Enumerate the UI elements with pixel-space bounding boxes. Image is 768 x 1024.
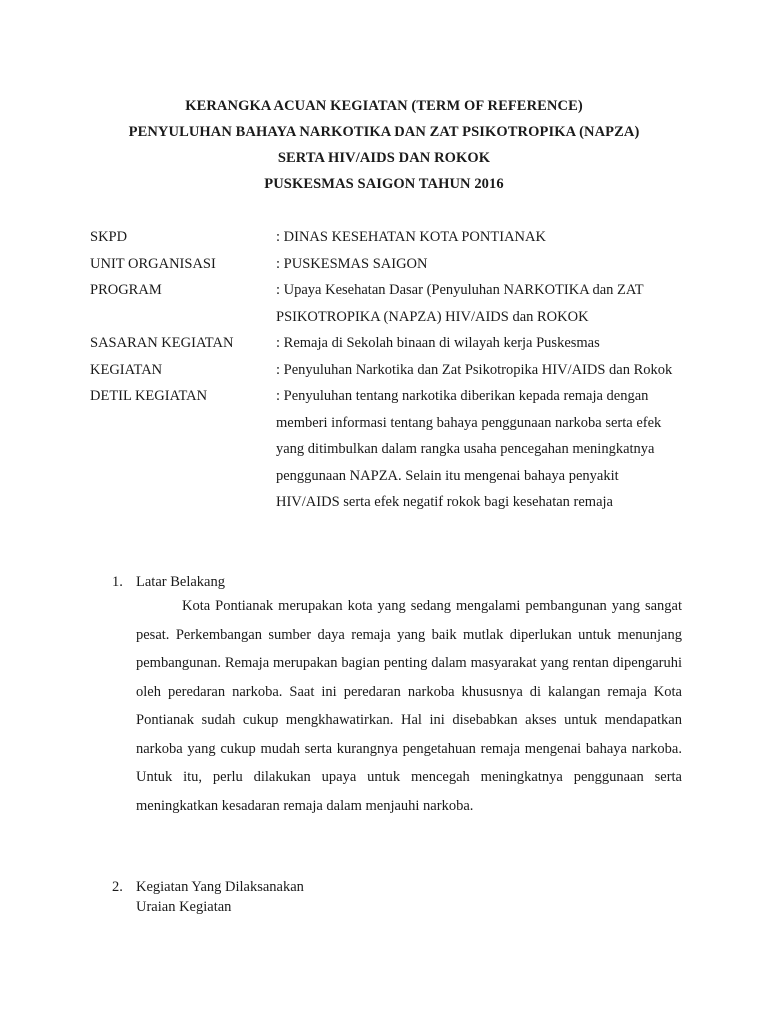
meta-label: SASARAN KEGIATAN xyxy=(90,335,234,351)
section-title: Kegiatan Yang Dilaksanakan xyxy=(136,879,304,895)
meta-value: : Penyuluhan tentang narkotika diberikan kepada remaja dengan memberi informasi tentang bahaya penggunaan narkoba serta efek yang ditimbulkan dalam rangka usaha pencegahan meningkatnya penggunaan NAPZA. Selain itu mengenai bahaya penyakit HIV/AIDS serta efek negatif rokok bagi kesehatan remaja xyxy=(276,388,662,510)
meta-value: : PUSKESMAS SAIGON xyxy=(276,255,428,272)
meta-row-skpd xyxy=(90,224,710,251)
meta-value: : Penyuluhan Narkotika dan Zat Psikotropika HIV/AIDS dan Rokok xyxy=(276,361,673,378)
meta-row-kegiatan xyxy=(90,357,710,384)
section-heading xyxy=(112,572,682,592)
meta-row-sasaran-kegiatan xyxy=(90,330,710,357)
section-kegiatan-yang-dilaksanakan xyxy=(112,877,682,917)
section-number: 2. xyxy=(112,879,123,895)
meta-value: : Upaya Kesehatan Dasar (Penyuluhan NARKOTIKA dan ZAT PSIKOTROPIKA (NAPZA) HIV/AIDS dan ROKOK xyxy=(276,282,644,325)
section-paragraph: Kota Pontianak merupakan kota yang sedang mengalami pembangunan yang sangat pesat. Perkembangan sumber daya remaja yang baik mutlak diperlukan untuk menunjang pembangunan. Remaja merupakan bagian penting dalam masyarakat yang rentan dipengaruhi oleh peredaran narkoba. Saat ini peredaran narkoba khususnya di kalangan remaja Kota Pontianak sudah cukup mengkhawatirkan. Hal ini disebabkan akses untuk mendapatkan narkoba yang cukup mudah serta kurangnya pengetahuan remaja mengenai bahaya narkoba. Untuk itu, perlu dilakukan upaya untuk mencegah meningkatnya penggunaan serta meningkatkan kesadaran remaja dalam menjauhi narkoba. xyxy=(136,598,682,814)
section-heading xyxy=(112,877,682,897)
meta-row-unit-organisasi xyxy=(90,251,710,278)
section-title: Latar Belakang xyxy=(136,574,225,590)
meta-value: : DINAS KESEHATAN KOTA PONTIANAK xyxy=(276,229,546,245)
meta-row-detil-kegiatan xyxy=(90,383,710,516)
meta-label: SKPD xyxy=(90,229,128,245)
title-line-3: SERTA HIV/AIDS DAN ROKOK xyxy=(277,150,491,166)
meta-row-program xyxy=(90,277,710,330)
meta-label: DETIL KEGIATAN xyxy=(90,388,208,404)
title-line-4: PUSKESMAS SAIGON TAHUN 2016 xyxy=(264,176,504,192)
title-line-2: PENYULUHAN BAHAYA NARKOTIKA DAN ZAT PSIKOTROPIKA (NAPZA) xyxy=(128,124,640,140)
title-line-1: KERANGKA ACUAN KEGIATAN (TERM OF REFERENCE) xyxy=(185,98,583,114)
metadata-table xyxy=(90,224,710,516)
section-latar-belakang xyxy=(112,572,682,820)
section-subheading: Uraian Kegiatan xyxy=(136,899,232,915)
meta-label: KEGIATAN xyxy=(90,361,163,378)
meta-value: : Remaja di Sekolah binaan di wilayah kerja Puskesmas xyxy=(276,335,600,351)
document-title xyxy=(0,93,768,197)
meta-label: UNIT ORGANISASI xyxy=(90,255,216,272)
meta-label: PROGRAM xyxy=(90,282,162,298)
section-number: 1. xyxy=(112,574,123,590)
